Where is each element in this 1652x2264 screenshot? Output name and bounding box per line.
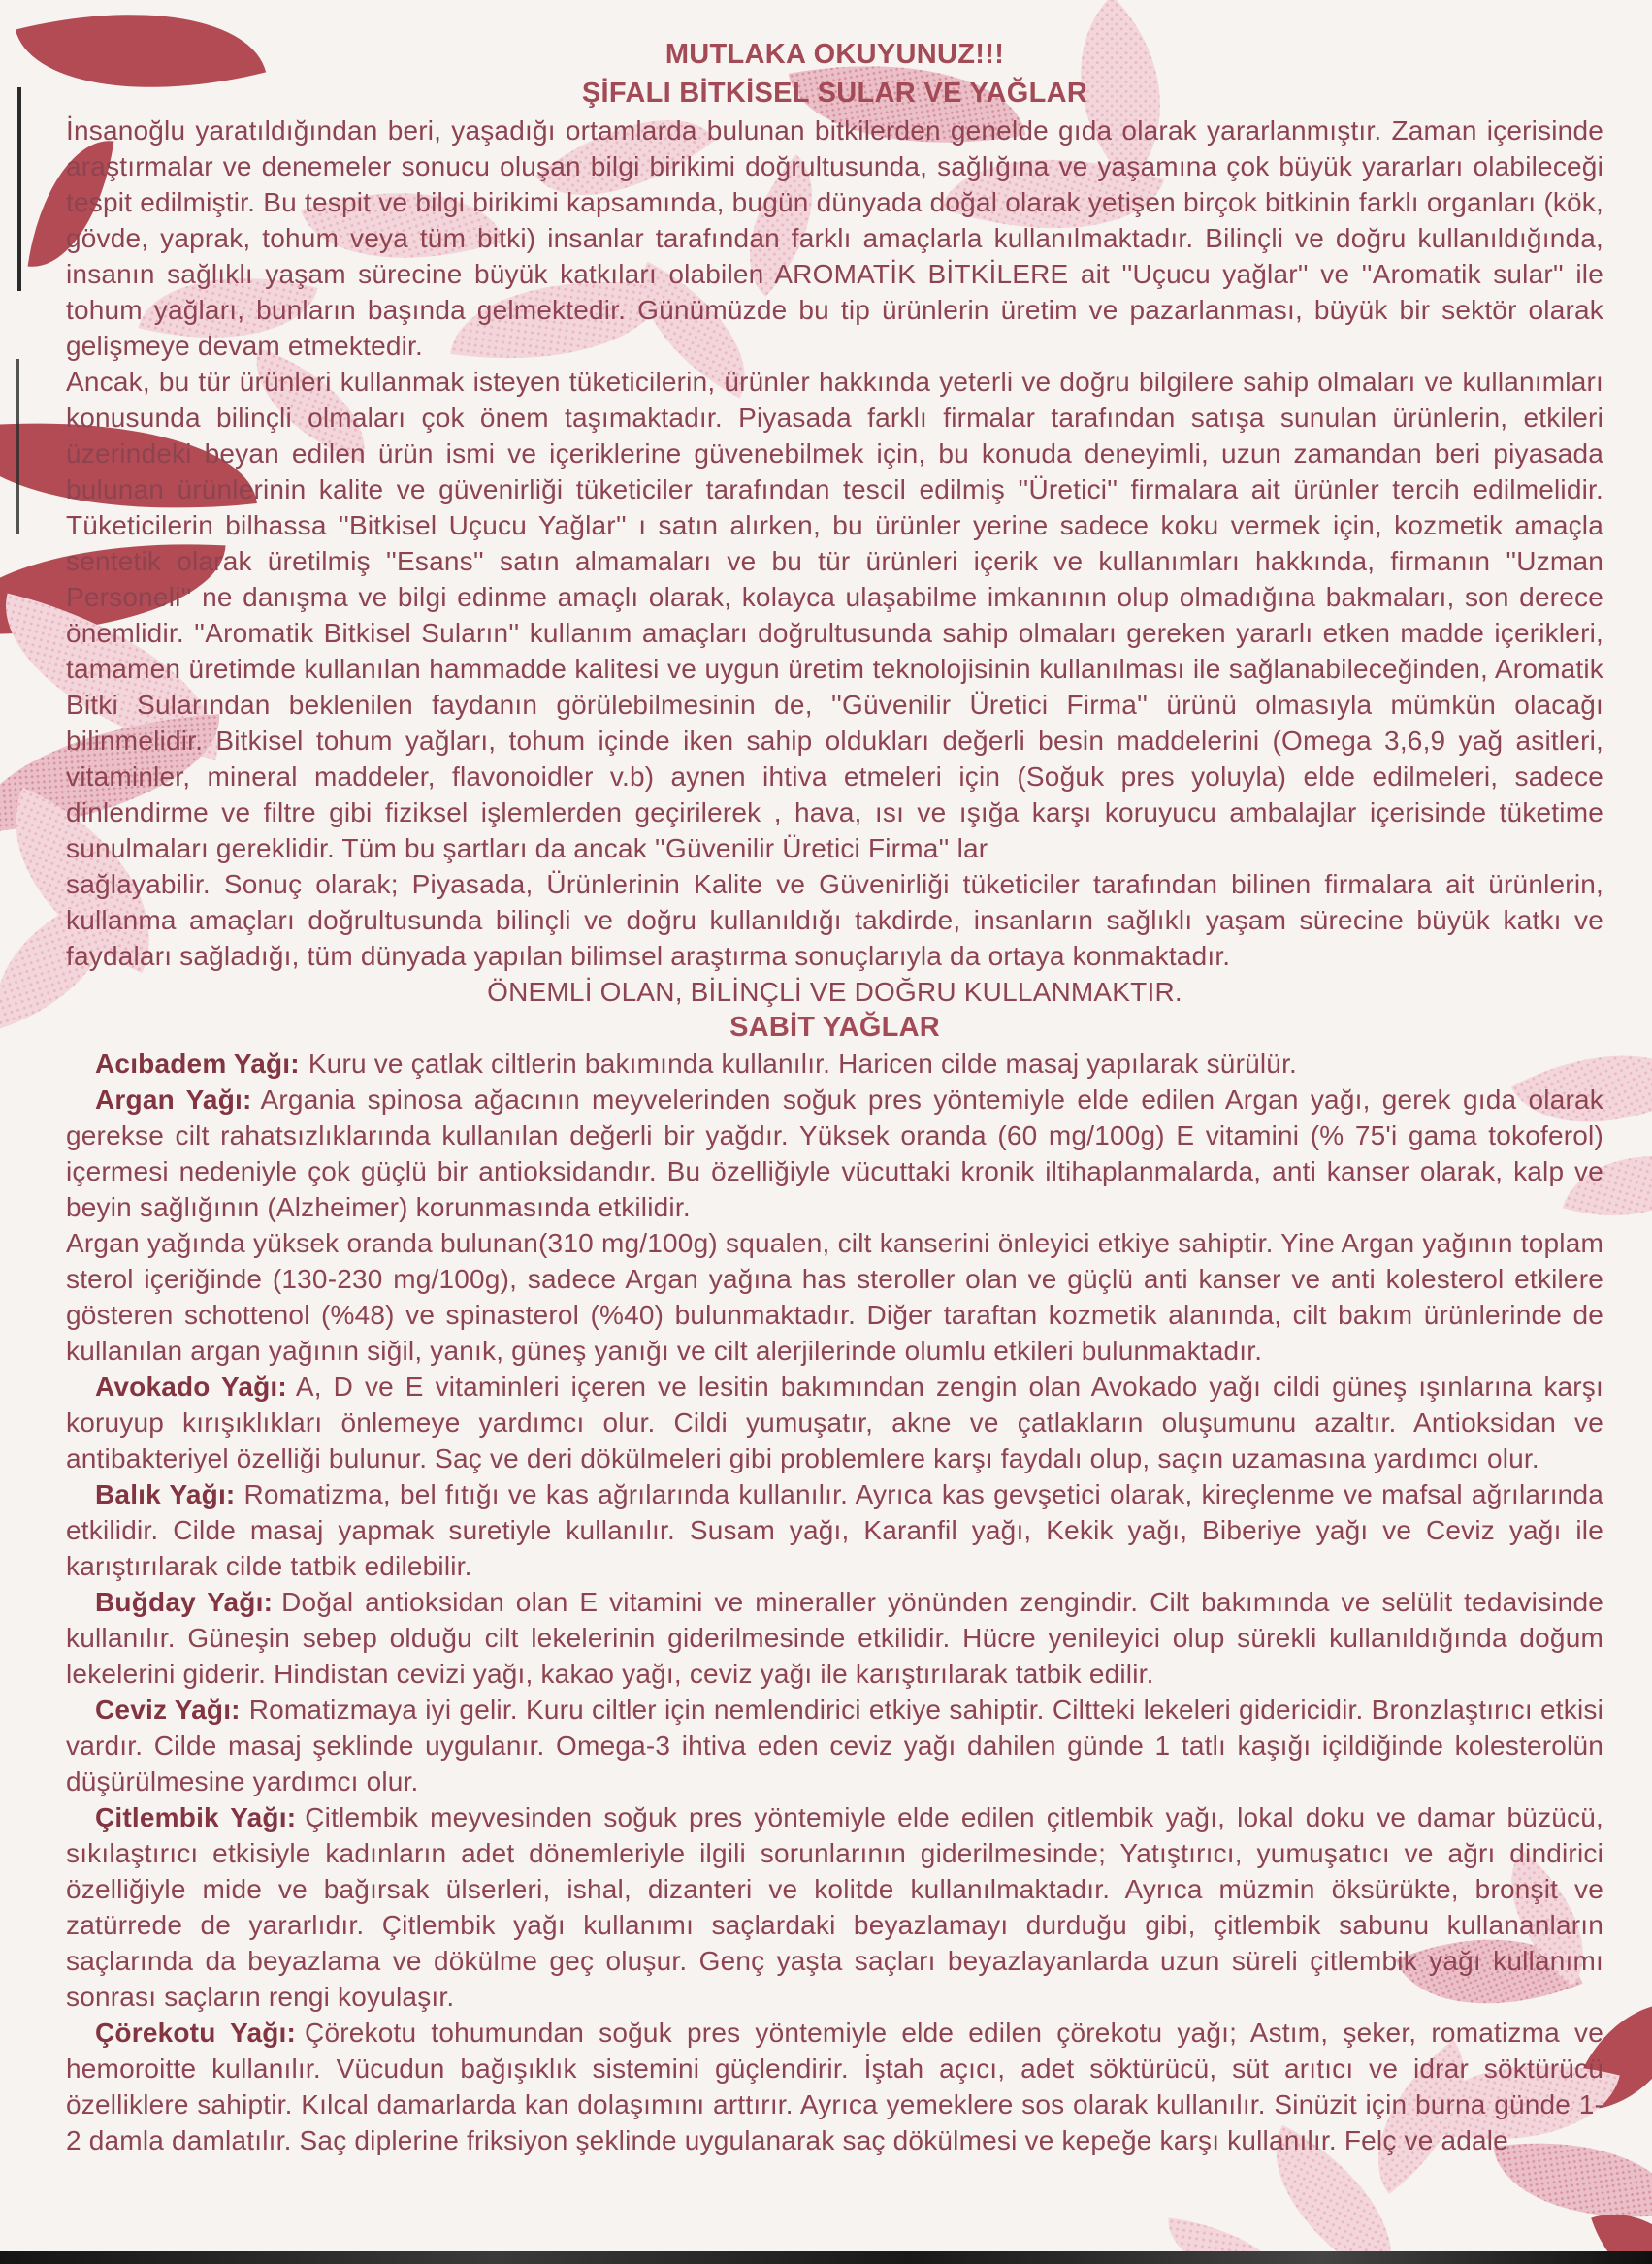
intro-paragraph: Ancak, bu tür ürünleri kullanmak isteyen tüketicilerin, ürünler hakkında yeterli ve doğru bilgilere sahip olmaları ve kullanımları konusunda bilinçli olmaları çok önem taşımaktadır. Piyasada farklı firmalar tarafından satışa sunulan ürünlerin, etkileri üzerindeki beyan edilen ürün ismi ve içeriklerine güvenebilmek için, bu konuda deneyimli, uzun zamandan beri piyasada bulunan ürünlerinin kalite ve güvenirliği tüketiciler tarafından tescil edilmiş ''Üretici'' firmalara ait ürünler tercih edilmelidir. Tüketicilerin bilhassa ''Bitkisel Uçucu Yağlar'' ı satın alırken, bu ürünler yerine sadece koku vermek için, kozmetik amaçla sentetik olarak üretilmiş ''Esans'' satın almamaları ve bu tür ürünleri içerik ve kullanımları hakkında, firmanın ''Uzman Personeli'' ne danışma ve bilgi edinme amaçlı olarak, kolayca ulaşabilme imkanının olup olmadığına bakmaları, son derece önemlidir. ''Aromatik Bitkisel Suların'' kullanım amaçları doğrultusunda sahip olmaları gereken yararlı etken madde içerikleri, tamamen üretimde kullanılan hammadde kalitesi ve uygun üretim teknolojisinin kullanılması ile sağlanabileceğinden, Aromatik Bitki Sularından beklenilen faydanın görülebilmesinin de, ''Güvenilir Üretici Firma'' ürünü olmasıyla mümkün olacağı bilinmelidir. Bitkisel tohum yağları, tohum içinde iken sahip oldukları değerli besin maddelerini (Omega 3,6,9 yağ asitleri, vitaminler, mineral maddeler, flavonoidler v.b) aynen ihtiva etmeleri için (Soğuk pres yoluyla) elde edilmeleri, sadece dinlendirme ve filtre gibi fiziksel işlemlerden geçirilerek , hava, ısı ve ışığa karşı koruyucu ambalajlar içerisinde tüketime sunulmaları gereklidir. Tüm bu şartları da ancak ''Güvenilir Üretici Firma'' lar <box>66 367 1603 863</box>
oil-name: Argan Yağı: <box>95 1084 252 1115</box>
oil-name: Ceviz Yağı: <box>95 1695 241 1725</box>
document-title: MUTLAKA OKUYUNUZ!!! <box>664 39 1005 70</box>
oil-item <box>66 1476 1603 1584</box>
scan-edge-bar <box>0 2251 1652 2264</box>
oil-name: Acıbadem Yağı: <box>95 1049 300 1079</box>
oil-description: Romatizmaya iyi gelir. Kuru ciltler için nemlendirici etkiye sahiptir. Ciltteki lekeleri gidericidir. Bronzlaştırıcı etkisi vardır. Cilde masaj şeklinde uygulanır. Omega-3 ihtiva eden ceviz yağı dahilen günde 1 tatlı kaşığı içildiğinde kolesterolün düşürülmesine yardımcı olur. <box>66 1695 1604 1796</box>
scan-artifact-line <box>17 87 21 291</box>
intro-paragraph: İnsanoğlu yaratıldığından beri, yaşadığı ortamlarda bulunan bitkilerden genelde gıda olarak yararlanmıştır. Zaman içerisinde araştırmalar ve denemeler sonucu oluşan bilgi birikimi doğrultusunda, sağlığına ve yaşamına çok büyük yararları olabileceği tespit edilmiştir. Bu tespit ve bilgi birikimi kapsamında, bugün dünyada doğal olarak yetişen birçok bitkinin farklı organları (kök, gövde, yaprak, tohum veya tüm bitki) insanlar tarafından farklı amaçlarla kullanılmaktadır. Bilinçli ve doğru kullanıldığında, insanın sağlıklı yaşam sürecine büyük katkıları olabilen AROMATİK BİTKİLERE ait ''Uçucu yağlar'' ve ''Aromatik sular'' ile tohum yağları, bunların başında gelmektedir. Günümüzde bu tip ürünlerin üretim ve pazarlanması, büyük bir sektör olarak gelişmeye devam etmektedir. <box>66 115 1603 361</box>
oil-item <box>66 1082 1603 1225</box>
oil-description: A, D ve E vitaminleri içeren ve lesitin bakımından zengin olan Avokado yağı cildi güneş ışınlarına karşı koruyup kırışıklıkları önlemeye yardımcı olur. Cildi yumuşatır, akne ve çatlakların oluşumunu azaltır. Antioksidan ve antibakteriyel özelliği bulunur. Saç ve deri dökülmeleri gibi problemlere karşı faydalı olup, saçın uzamasına yardımcı olur. <box>66 1372 1603 1473</box>
document-subtitle: ŞİFALI BİTKİSEL SULAR VE YAĞLAR <box>581 78 1088 109</box>
oil-item <box>66 1692 1603 1799</box>
oil-item <box>66 1584 1603 1692</box>
oil-description: Çörekotu tohumundan soğuk pres yöntemiyle elde edilen çörekotu yağı; Astım, şeker, romatizma ve hemoroitte kullanılır. Vücudun bağışıklık sistemini güçlendirir. İştah açıcı, adet söktürücü, süt arıtıcı ve idrar söktürücü özelliklere sahiptir. Kılcal damarlarda kan dolaşımını arttırır. Ayrıca yemeklere sos olarak kullanılır. Sinüzit için burna günde 1-2 damla damlatılır. Saç diplerine friksiyon şeklinde uygulanarak saç dökülmesi ve kepeğe karşı kullanılır. Felç ve adale <box>66 2018 1603 2155</box>
intro-paragraph: sağlayabilir. Sonuç olarak; Piyasada, Ürünlerinin Kalite ve Güvenirliği tüketiciler tarafından bilinen firmalara ait ürünlerin, kullanma amaçları doğrultusunda bilinçli ve doğru kullanıldığı takdirde, insanların sağlıklı yaşam sürecine büyük katkı ve faydaları sağladığı, tüm dünyada yapılan bilimsel araştırma sonuçlarıyla da ortaya konmaktadır. <box>66 869 1603 971</box>
oil-description: Argan yağında yüksek oranda bulunan(310 mg/100g) squalen, cilt kanserini önleyici etkiye sahiptir. Yine Argan yağının toplam sterol içeriğinde (130-230 mg/100g), sadece Argan yağına has steroller olan ve güçlü anti kanser ve anti kolesterol etkilere gösteren schottenol (%48) ve spinasterol (%40) bulunmaktadır. Diğer taraftan kozmetik alanında, cilt bakım ürünlerinde de kullanılan argan yağının siğil, yanık, güneş yanığı ve cilt alerjilerinde olumlu etkileri bulunmaktadır. <box>66 1228 1603 1366</box>
oil-description: Argania spinosa ağacının meyvelerinden soğuk pres yöntemiyle elde edilen Argan yağı, gerek gıda olarak gerekse cilt rahatsızlıklarında kullanılan değerli bir yağdır. Yüksek oranda (60 mg/100g) E vitamini (% 75'i gama tokoferol) içermesi nedeniyle çok güçlü bir antioksidandır. Bu özelliğiyle vücuttaki kronik iltihaplanmalarda, anti kanser olarak, kalp ve beyin sağlığının (Alzheimer) korunmasında etkilidir. <box>66 1084 1603 1222</box>
oil-name: Çörekotu Yağı: <box>95 2018 297 2048</box>
oil-description: Çitlembik meyvesinden soğuk pres yöntemiyle elde edilen çitlembik yağı, lokal doku ve damar büzücü, sıkılaştırıcı etkisiyle kadınların adet dönemleriyle ilgili sorunlarının giderilmesinde; Yatıştırıcı, yumuşatıcı ve ağrı dindirici özelliğiyle mide ve bağırsak ülserleri, ishal, dizanteri ve kolitde kullanılmaktadır. Ayrıca müzmin öksürükte, bronşit ve zatürrede de yararlıdır. Çitlembik yağı kullanımı saçlardaki beyazlamayı durduğu gibi, çitlembik sabunu kullananların saçlarında da beyazlama ve dökülme geç oluşur. Genç yaşta saçları beyazlayanlarda uzun süreli çitlembik yağı kullanımı sonrası saçların rengi koyulaşır. <box>66 1802 1603 2012</box>
oil-item <box>66 2015 1603 2158</box>
scan-artifact-line <box>16 359 19 534</box>
oil-name: Avokado Yağı: <box>95 1372 287 1402</box>
oil-name: Balık Yağı: <box>95 1479 236 1509</box>
oil-description: Kuru ve çatlak ciltlerin bakımında kullanılır. Haricen cilde masaj yapılarak sürülür. <box>308 1049 1298 1079</box>
emphasis-line: ÖNEMLİ OLAN, BİLİNÇLİ VE DOĞRU KULLANMAKTIR. <box>487 977 1182 1007</box>
oil-item <box>66 1225 1603 1369</box>
oil-description: Doğal antioksidan olan E vitamini ve mineraller yönünden zengindir. Cilt bakımında ve selülit tedavisinde kullanılır. Güneşin sebep olduğu cilt lekelerinin giderilmesinde etkilidir. Hücre yenileyici olup sürekli kullanıldığında doğum lekelerini giderir. Hindistan cevizi yağı, kakao yağı, ceviz yağı ile karıştırılarak tatbik edilir. <box>66 1587 1604 1689</box>
oil-name: Buğday Yağı: <box>95 1587 274 1617</box>
section-heading: SABİT YAĞLAR <box>729 1012 940 1043</box>
oil-item <box>66 1046 1603 1082</box>
oil-item <box>66 1799 1603 2015</box>
oil-item <box>66 1369 1603 1476</box>
oil-description: Romatizma, bel fıtığı ve kas ağrılarında kullanılır. Ayrıca kas gevşetici olarak, kireçlenme ve mafsal ağrılarında etkilidir. Cilde masaj yapmak suretiyle kullanılır. Susam yağı, Karanfil yağı, Kekik yağı, Biberiye yağı ve Ceviz yağı ile karıştırılarak cilde tatbik edilebilir. <box>66 1479 1603 1581</box>
oil-name: Çitlembik Yağı: <box>95 1802 297 1832</box>
